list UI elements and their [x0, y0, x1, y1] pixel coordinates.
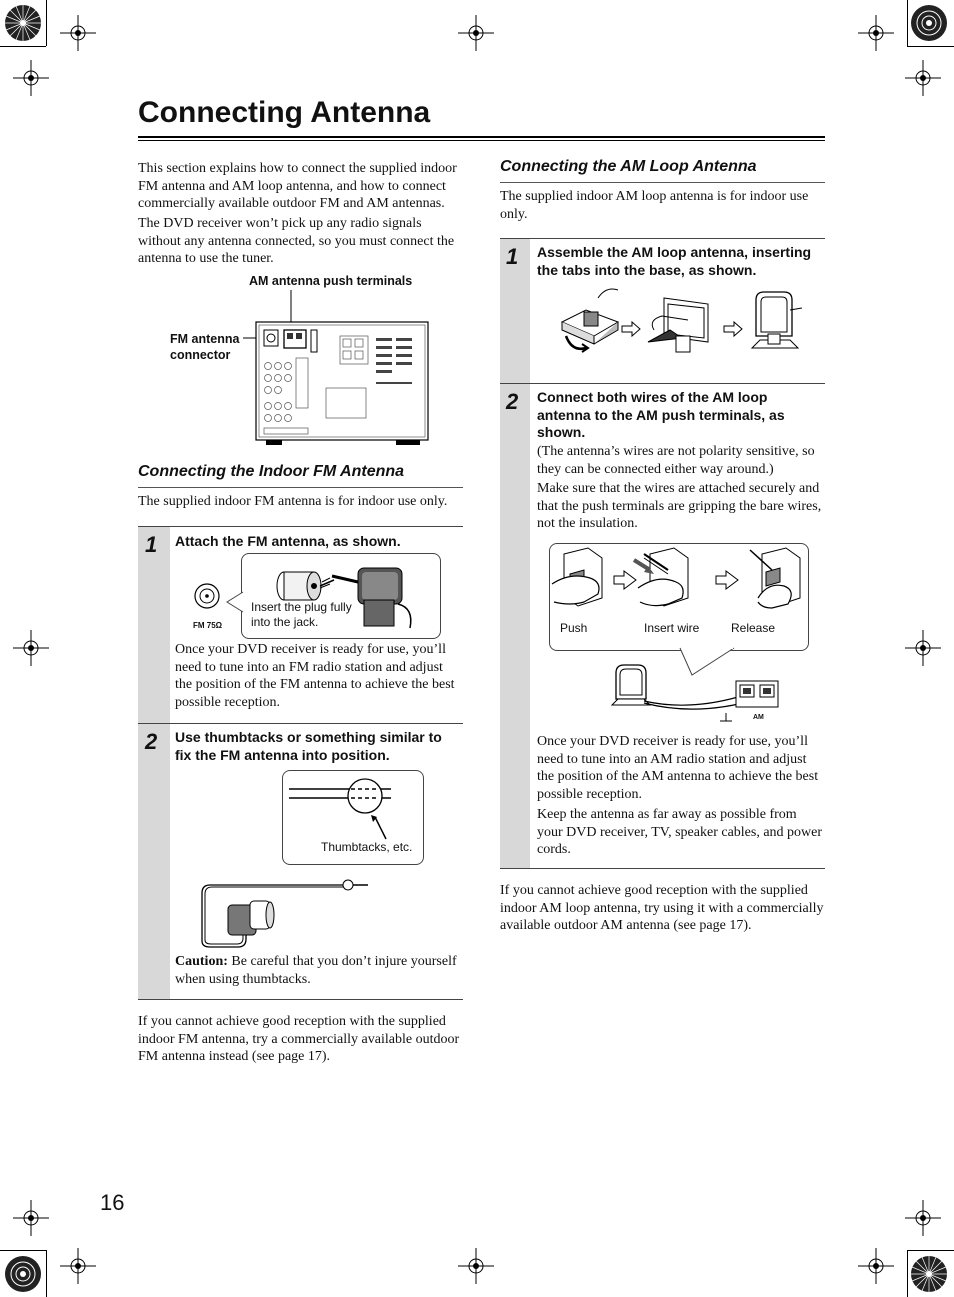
- registration-starburst-icon: [910, 4, 948, 42]
- crosshair-icon: [858, 1248, 894, 1284]
- thumbtack-callout: [282, 770, 424, 865]
- step-body-text: (The antenna’s wires are not polarity sensitive, so they can be connected either way around.): [537, 444, 815, 477]
- am-step-2: [500, 383, 825, 869]
- am-terminal-label: AM antenna push terminals: [249, 274, 413, 288]
- step-body-text: Once your DVD receiver is ready for use, you’ll need to tune into an AM radio station and adjust the position of the AM antenna to achieve the best possible reception.: [537, 734, 819, 802]
- fm-jack-label: FM 75Ω: [193, 621, 223, 630]
- step-sidebar: [138, 724, 170, 999]
- fm-section-intro: The supplied indoor FM antenna is for indoor use only.: [138, 494, 448, 509]
- am-loop-assembly-illustration: [558, 286, 808, 366]
- crosshair-icon: [13, 1200, 49, 1236]
- step-number: 1: [506, 244, 519, 269]
- step-number: 2: [506, 389, 519, 414]
- callout-text-line: Insert the plug fully: [251, 600, 352, 614]
- step-body-text: Once your DVD receiver is ready for use, you’ll need to tune into an FM radio station and adjust the position of the FM antenna to achieve the best possible reception.: [175, 642, 455, 710]
- title-rule: [138, 136, 825, 138]
- callout-pointer: [226, 590, 244, 614]
- step-number: 1: [145, 532, 158, 557]
- registration-starburst-icon: [4, 1255, 42, 1293]
- step-sidebar: [500, 384, 530, 868]
- registration-starburst-icon: [910, 1255, 948, 1293]
- step-title: Attach the FM antenna, as shown.: [175, 533, 401, 549]
- step-top-rule: [500, 383, 825, 384]
- thumbtack-label: Thumbtacks, etc.: [321, 840, 413, 854]
- crosshair-icon: [905, 60, 941, 96]
- callout-text: [251, 600, 352, 630]
- am-step-1: [500, 238, 825, 383]
- page-number: 16: [100, 1190, 125, 1215]
- section-rule: [500, 182, 825, 183]
- step-bottom-rule: [500, 868, 825, 869]
- fm-antenna-illustration: [198, 863, 378, 953]
- section-rule: [138, 487, 463, 488]
- caution-label: Caution:: [175, 954, 228, 969]
- title-rule: [138, 140, 825, 141]
- am-section-intro: The supplied indoor AM loop antenna is for indoor use only.: [500, 189, 809, 222]
- step-body-text: Keep the antenna as far away as possible from your DVD receiver, TV, speaker cables, and power cords.: [537, 807, 823, 858]
- crosshair-icon: [458, 15, 494, 51]
- fm-connector-label-line: FM antenna: [170, 332, 240, 346]
- fm-section-footer: If you cannot achieve good reception with the supplied indoor FM antenna, try a commercially available outdoor FM antenna instead (see page 17).: [138, 1014, 460, 1065]
- am-section-footer: If you cannot achieve good reception with the supplied indoor AM loop antenna, try using it with a commercially available outdoor AM antenna (see page 17).: [500, 883, 824, 934]
- registration-starburst-icon: [4, 4, 42, 42]
- push-terminal-illustration: [550, 544, 808, 624]
- crosshair-icon: [13, 60, 49, 96]
- fm-plug-callout: [241, 553, 441, 639]
- crosshair-icon: [905, 1200, 941, 1236]
- release-label: Release: [731, 621, 776, 635]
- step-top-rule: [138, 526, 463, 527]
- fm-step-1: [138, 526, 463, 723]
- page-title: Connecting Antenna: [138, 96, 431, 129]
- fm-jack-icon: [193, 582, 225, 616]
- step-top-rule: [500, 238, 825, 239]
- insert-wire-label: Insert wire: [644, 621, 700, 635]
- step-number: 2: [145, 729, 158, 754]
- intro-paragraph: The DVD receiver won’t pick up any radio signals without any antenna connected, so you must connect the antenna to use the tuner.: [138, 216, 455, 267]
- am-loop-connection-illustration: [608, 659, 808, 725]
- step-body-text: Make sure that the wires are attached securely and that the push terminals are gripping the bare wires, not the insulation.: [537, 481, 822, 532]
- am-terminal-text: AM: [753, 714, 764, 721]
- fm-connector-label-line: connector: [170, 348, 231, 362]
- fm-section-heading: Connecting the Indoor FM Antenna: [138, 463, 405, 480]
- fm-connector-label: [170, 331, 239, 363]
- caution-text: [175, 953, 463, 988]
- crosshair-icon: [13, 630, 49, 666]
- callout-text-line: into the jack.: [251, 615, 319, 629]
- push-terminal-callout: [549, 543, 809, 651]
- step-title: Connect both wires of the AM loop antenna to the AM push terminals, as shown.: [537, 389, 785, 440]
- am-section-heading: Connecting the AM Loop Antenna: [500, 158, 757, 175]
- intro-paragraph: This section explains how to connect the supplied indoor FM antenna and AM loop antenna, and how to connect commercially available outdoor FM and AM antennas.: [138, 161, 457, 212]
- fm-step-2: [138, 723, 463, 1000]
- crosshair-icon: [60, 15, 96, 51]
- crosshair-icon: [458, 1248, 494, 1284]
- push-label: Push: [560, 621, 588, 635]
- rear-panel-illustration: [240, 288, 432, 448]
- step-top-rule: [138, 723, 463, 724]
- caution-body: Be careful that you don’t injure yourself when using thumbtacks.: [175, 954, 457, 987]
- step-title: Assemble the AM loop antenna, inserting the tabs into the base, as shown.: [537, 244, 812, 278]
- crosshair-icon: [60, 1248, 96, 1284]
- crosshair-icon: [905, 630, 941, 666]
- crosshair-icon: [858, 15, 894, 51]
- step-title: Use thumbtacks or something similar to fix the FM antenna into position.: [175, 729, 442, 763]
- step-bottom-rule: [138, 999, 463, 1000]
